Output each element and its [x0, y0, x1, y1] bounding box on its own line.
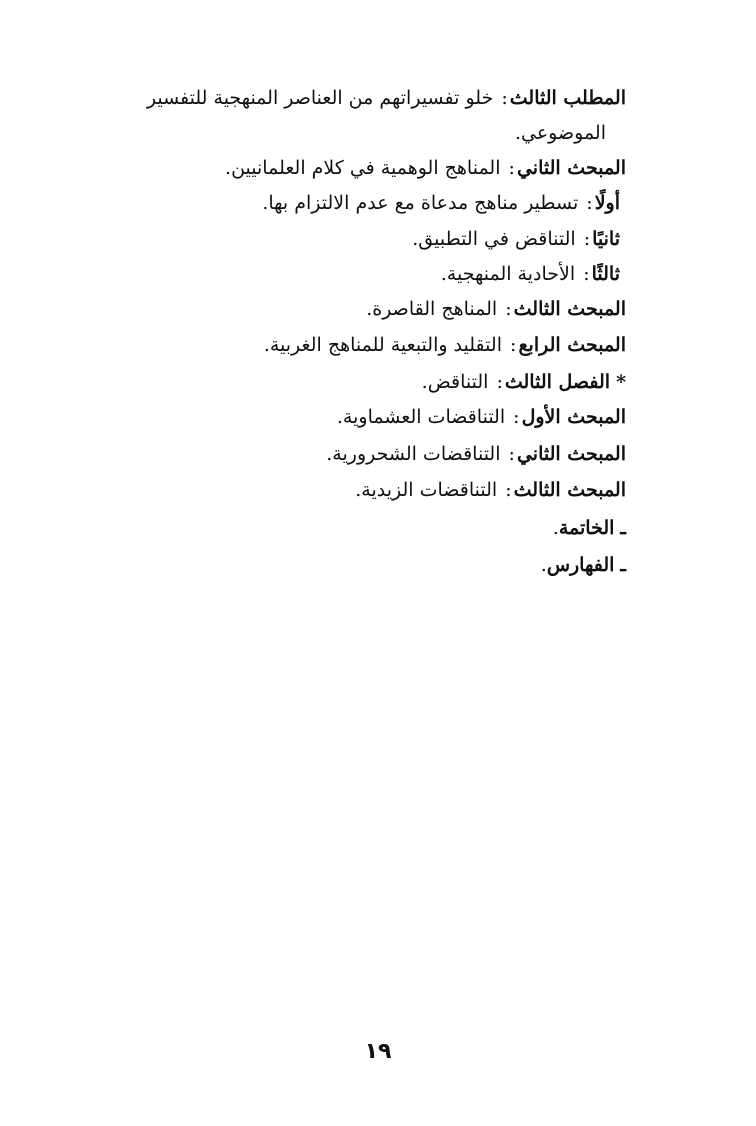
toc-entry-section-3 — [147, 86, 626, 110]
entry-text: التناقضات العشماوية. — [336, 406, 506, 428]
toc-entry-conclusion — [553, 516, 626, 540]
entry-separator: : — [513, 406, 520, 428]
toc-entry-chapter-2 — [225, 156, 626, 180]
entry-label: ثانيًا — [592, 228, 620, 250]
entry-text: . — [552, 517, 559, 539]
entry-label: المبحث الثاني — [516, 443, 626, 465]
toc-entry-second — [412, 227, 620, 251]
entry-label: المبحث الثالث — [513, 298, 626, 320]
toc-entry-third — [441, 262, 620, 286]
entry-text: المناهج الوهمية في كلام العلمانيين. — [225, 157, 501, 179]
entry-text: . — [540, 554, 547, 576]
entry-separator: : — [505, 479, 512, 501]
entry-separator: : — [586, 192, 593, 214]
toc-entry-part3-chapter-3 — [355, 478, 626, 502]
entry-text: تسطير مناهج مدعاة مع عدم الالتزام بها. — [262, 192, 579, 214]
entry-separator: : — [496, 371, 503, 393]
toc-entry-part-3 — [422, 370, 626, 394]
entry-label: المبحث الثالث — [513, 479, 626, 501]
toc-entry-indexes — [541, 553, 626, 577]
entry-separator: : — [501, 87, 508, 109]
entry-text: التناقض في التطبيق. — [412, 228, 576, 250]
entry-separator: : — [583, 263, 590, 285]
entry-label: أولًا — [594, 192, 620, 214]
entry-text: التناقضات الزيدية. — [355, 479, 498, 501]
entry-text: التناقضات الشحرورية. — [326, 443, 501, 465]
entry-separator: : — [508, 443, 515, 465]
toc-entry-first — [262, 191, 620, 215]
dash-icon: ـ — [620, 517, 626, 539]
page-number: ١٩ — [364, 1039, 392, 1064]
entry-label: الفصل الثالث — [504, 371, 611, 393]
entry-separator: : — [505, 298, 512, 320]
entry-text: الموضوعي. — [514, 122, 606, 144]
toc-entry-part3-chapter-1 — [337, 405, 626, 429]
entry-label: المبحث الأول — [521, 406, 626, 428]
entry-text: التقليد والتبعية للمناهج الغربية. — [263, 334, 502, 356]
entry-label: الخاتمة — [558, 517, 615, 539]
toc-entry-chapter-3 — [366, 297, 626, 321]
entry-separator: : — [583, 228, 591, 250]
entry-label: ثالثًا — [591, 263, 620, 285]
toc-entry-part3-chapter-2 — [326, 442, 626, 466]
entry-text: خلو تفسيراتهم من العناصر المنهجية للتفسير — [146, 87, 494, 109]
entry-separator: : — [510, 334, 517, 356]
entry-label: المبحث الرابع — [518, 334, 626, 356]
entry-label: المبحث الثاني — [516, 157, 626, 179]
entry-label: المطلب الثالث — [509, 87, 626, 109]
toc-entry-continuation — [515, 121, 606, 145]
entry-text: الأحادية المنهجية. — [440, 263, 576, 285]
dash-icon: ـ — [620, 554, 626, 576]
entry-text: التناقض. — [421, 371, 489, 393]
toc-entry-chapter-4 — [264, 333, 626, 357]
entry-label: الفهارس — [546, 554, 615, 576]
entry-separator: : — [508, 157, 515, 179]
entry-text: المناهج القاصرة. — [366, 298, 498, 320]
asterisk-icon: * — [616, 371, 626, 393]
